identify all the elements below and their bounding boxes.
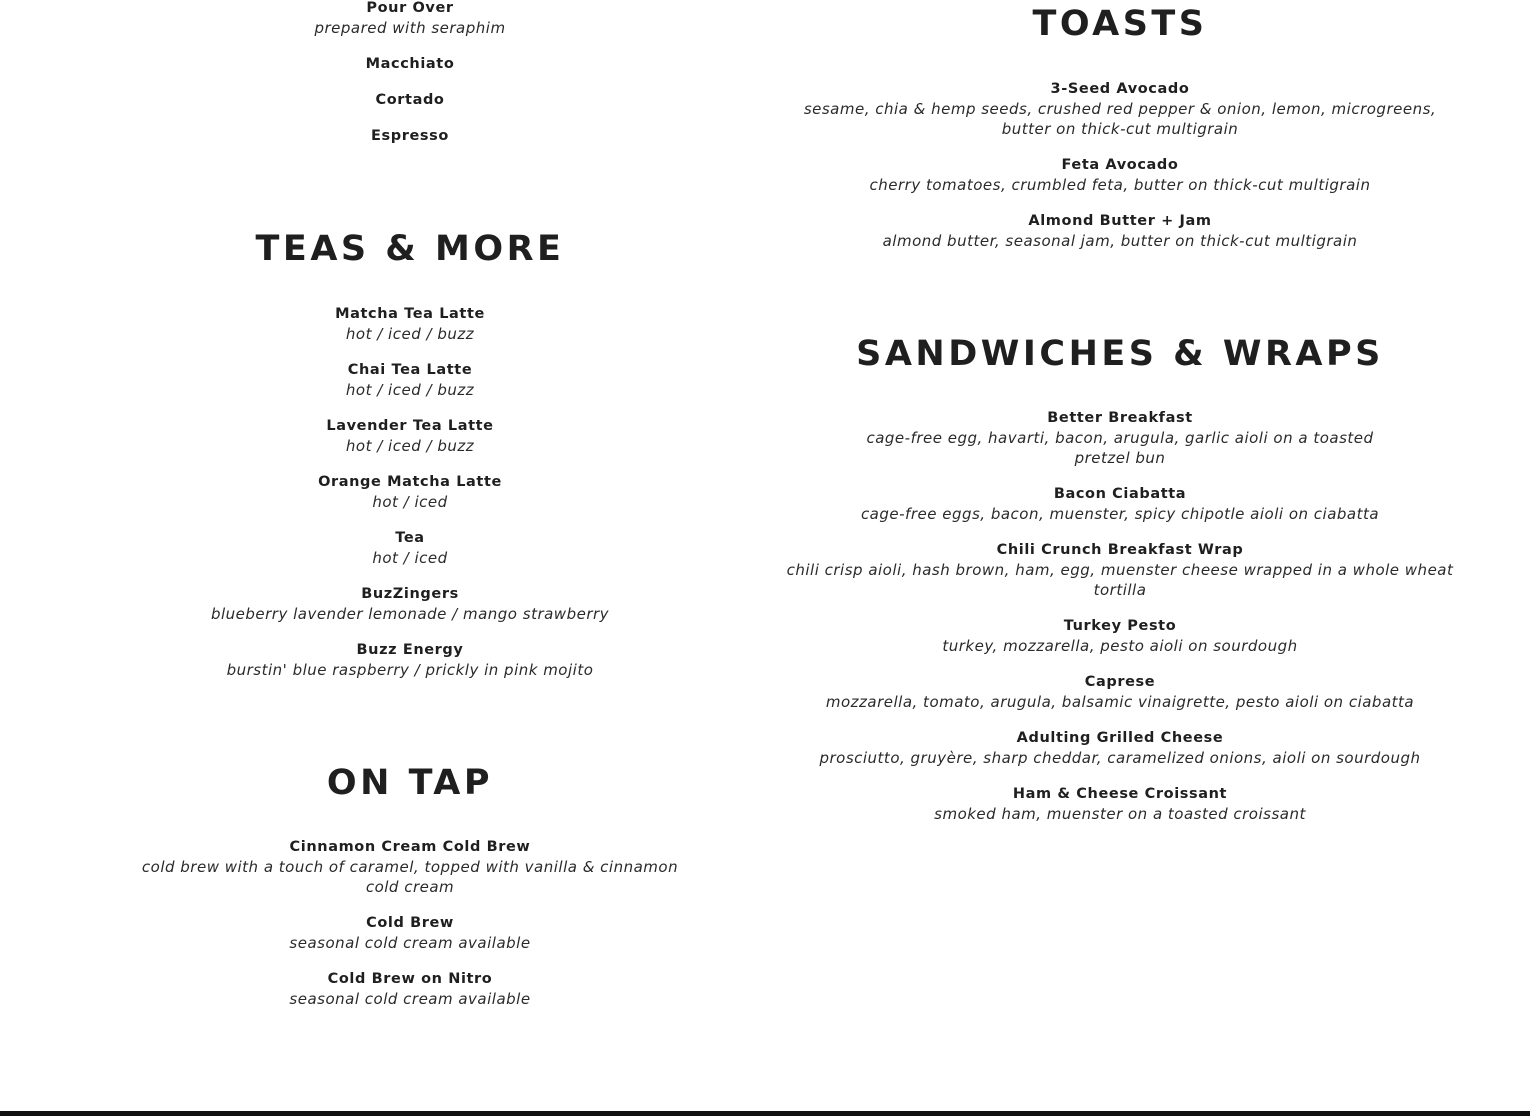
teas-items bbox=[100, 304, 720, 696]
menu-item-description: sesame, chia & hemp seeds, crushed red pepper & onion, lemon, microgreens, butter on thick-cut multigrain bbox=[803, 100, 1437, 138]
menu-item-description: seasonal cold cream available bbox=[289, 934, 531, 952]
menu-item-name: Macchiato bbox=[365, 56, 455, 72]
menu-item bbox=[100, 640, 720, 680]
menu-item bbox=[100, 584, 720, 624]
menu-item bbox=[780, 728, 1460, 768]
menu-item-description: prepared with seraphim bbox=[314, 19, 506, 37]
menu-item-description: turkey, mozzarella, pesto aioli on sourdough bbox=[942, 637, 1298, 655]
menu-item-name: Feta Avocado bbox=[1061, 157, 1179, 173]
menu-item-name: Chai Tea Latte bbox=[347, 362, 473, 378]
menu-item-name: Chili Crunch Breakfast Wrap bbox=[996, 542, 1244, 558]
menu-item-description: almond butter, seasonal jam, butter on thick-cut multigrain bbox=[882, 232, 1358, 250]
menu-item-name: Better Breakfast bbox=[1047, 410, 1193, 426]
menu-item-name: Cold Brew bbox=[366, 915, 454, 931]
toasts-items bbox=[800, 79, 1440, 267]
section-title-toasts: TOASTS bbox=[1032, 4, 1208, 44]
menu-item bbox=[100, 528, 720, 568]
menu-item-description: chili crisp aioli, hash brown, ham, egg, muenster cheese wrapped in a whole wheat tortilla bbox=[786, 561, 1454, 599]
menu-item bbox=[100, 90, 720, 110]
menu-item bbox=[140, 837, 680, 897]
menu-item-description: seasonal cold cream available bbox=[289, 990, 531, 1008]
menu-item bbox=[780, 784, 1460, 824]
menu-item-name: Orange Matcha Latte bbox=[318, 474, 502, 490]
menu-item-name: Espresso bbox=[371, 128, 449, 144]
menu-item bbox=[140, 969, 680, 1009]
menu-item bbox=[100, 360, 720, 400]
menu-item-name: Lavender Tea Latte bbox=[326, 418, 494, 434]
menu-item-name: Ham & Cheese Croissant bbox=[1012, 786, 1228, 802]
menu-item-description: smoked ham, muenster on a toasted croissant bbox=[934, 805, 1306, 823]
menu-item bbox=[800, 155, 1440, 195]
menu-item-name: Turkey Pesto bbox=[1063, 618, 1177, 634]
menu-item-description: hot / iced bbox=[372, 549, 448, 567]
menu-item-name: Almond Butter + Jam bbox=[1028, 213, 1212, 229]
menu-item-description: mozzarella, tomato, arugula, balsamic vinaigrette, pesto aioli on ciabatta bbox=[825, 693, 1415, 711]
menu-item-description: cold brew with a touch of caramel, topped with vanilla & cinnamon cold cream bbox=[141, 858, 679, 896]
menu-item-description: blueberry lavender lemonade / mango strawberry bbox=[210, 605, 610, 623]
menu-item bbox=[100, 416, 720, 456]
menu-item bbox=[780, 408, 1460, 468]
menu-item-name: Cold Brew on Nitro bbox=[327, 971, 493, 987]
menu-item-description: cherry tomatoes, crumbled feta, butter on thick-cut multigrain bbox=[869, 176, 1371, 194]
menu-item bbox=[800, 79, 1440, 139]
menu-item-name: Matcha Tea Latte bbox=[335, 306, 485, 322]
menu-item-name: Adulting Grilled Cheese bbox=[1016, 730, 1224, 746]
menu-item-description: cage-free eggs, bacon, muenster, spicy chipotle aioli on ciabatta bbox=[860, 505, 1380, 523]
menu-item bbox=[100, 472, 720, 512]
section-title-teas: TEAS & MORE bbox=[255, 229, 565, 269]
menu-item bbox=[780, 672, 1460, 712]
menu-item-description: hot / iced / buzz bbox=[345, 437, 475, 455]
menu-item-description: hot / iced / buzz bbox=[345, 381, 475, 399]
menu-item-name: 3-Seed Avocado bbox=[1050, 81, 1190, 97]
menu-item-name: Bacon Ciabatta bbox=[1053, 486, 1187, 502]
menu-item-description: cage-free egg, havarti, bacon, arugula, garlic aioli on a toasted pretzel bun bbox=[866, 429, 1374, 467]
menu-item bbox=[800, 211, 1440, 251]
menu-item-name: Buzz Energy bbox=[356, 642, 464, 658]
menu-item-description: burstin' blue raspberry / prickly in pink mojito bbox=[226, 661, 594, 679]
menu-item bbox=[780, 616, 1460, 656]
menu-item-name: Cinnamon Cream Cold Brew bbox=[289, 839, 531, 855]
coffee-items bbox=[100, 0, 720, 162]
menu-item bbox=[140, 913, 680, 953]
menu-item bbox=[780, 484, 1460, 524]
menu-item bbox=[100, 54, 720, 74]
menu-item-name: BuzZingers bbox=[361, 586, 459, 602]
menu-item bbox=[100, 126, 720, 146]
section-title-on-tap: ON TAP bbox=[326, 763, 494, 803]
menu-item-description: hot / iced / buzz bbox=[345, 325, 475, 343]
menu-item-name: Pour Over bbox=[366, 0, 454, 16]
sandwiches-items bbox=[780, 408, 1460, 840]
section-title-sandwiches: SANDWICHES & WRAPS bbox=[856, 334, 1384, 374]
footer-divider bbox=[0, 1111, 1530, 1116]
menu-item bbox=[100, 304, 720, 344]
menu-item-name: Tea bbox=[395, 530, 425, 546]
menu-item bbox=[100, 0, 720, 38]
menu-item-description: hot / iced bbox=[372, 493, 448, 511]
menu-item-description: prosciutto, gruyère, sharp cheddar, caramelized onions, aioli on sourdough bbox=[819, 749, 1421, 767]
ontap-items bbox=[140, 837, 680, 1025]
menu-item-name: Caprese bbox=[1084, 674, 1156, 690]
menu-item-name: Cortado bbox=[375, 92, 445, 108]
menu-item bbox=[780, 540, 1460, 600]
